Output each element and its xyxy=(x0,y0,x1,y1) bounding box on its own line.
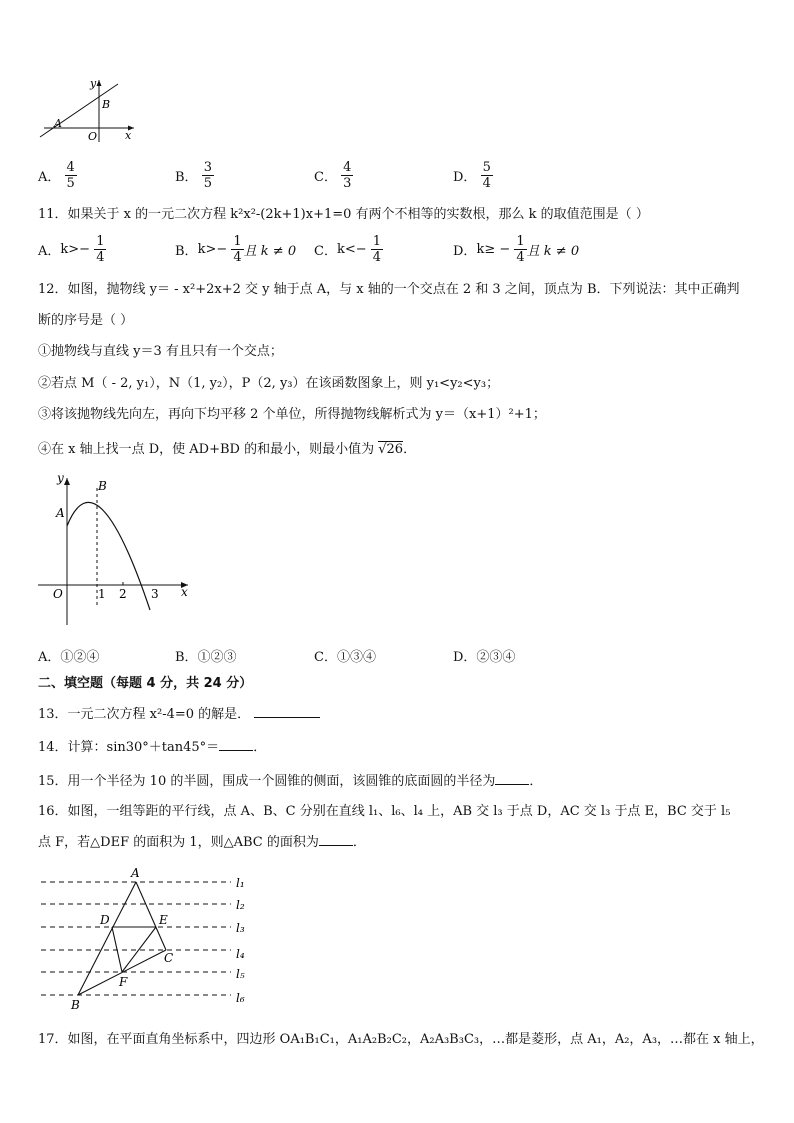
q16-line2: 点 F，若△DEF 的面积为 1，则△ABC 的面积为 ． xyxy=(38,835,366,850)
label-b: B xyxy=(71,998,80,1012)
q15: 15．用一个半径为 10 的半圆，围成一个圆锥的侧面，该圆锥的底面圆的半径为 ． xyxy=(38,774,543,789)
q12-option-a[interactable]: A．①②④ xyxy=(38,650,100,665)
fig-top-y: y xyxy=(90,77,97,90)
q10-option-b[interactable] xyxy=(175,160,214,191)
option-letter: C． xyxy=(314,170,337,185)
fig-top-o: O xyxy=(88,130,98,143)
q11-option-a[interactable]: A．k>− $\frac{1}{4}$ xyxy=(38,234,105,265)
q12-statement-3: ③将该抛物线先向左，再向下均平移 2 个单位，所得抛物线解析式为 y＝（x+1）²+1； xyxy=(38,407,546,422)
top-line-figure xyxy=(34,74,144,148)
section-title: 二、填空题（每题 4 分，共 24 分） xyxy=(38,676,253,691)
parabola-a-label: A xyxy=(56,506,65,520)
q10-option-a[interactable] xyxy=(38,160,77,191)
q12-option-b[interactable]: B．①②③ xyxy=(175,650,237,665)
q11-option-d[interactable]: D．k≥ − $\frac{1}{4}$ 且 k ≠ 0 xyxy=(453,234,580,265)
parabola-o-label: O xyxy=(53,587,63,601)
q11-option-b[interactable]: B．k>− $\frac{1}{4}$ 且 k ≠ 0 xyxy=(175,234,297,265)
parabola-figure xyxy=(30,470,200,630)
option-letter: B． xyxy=(175,170,198,185)
option-letter: A． xyxy=(38,170,61,185)
parabola-tick-1: 1 xyxy=(98,587,106,601)
fraction: $\frac{3}{5}$ xyxy=(203,160,212,191)
sqrt-value: √26 xyxy=(378,442,404,457)
q12-statement-1: ①抛物线与直线 y＝3 有且只有一个交点； xyxy=(38,344,283,359)
q11-option-c[interactable]: C．k<− $\frac{1}{4}$ xyxy=(314,234,382,265)
q15-answer-blank[interactable] xyxy=(495,772,529,785)
q13: 13．一元二次方程 x²-4=0 的解是． xyxy=(38,705,320,723)
q12-statement-2: ②若点 M（ - 2, y₁），N（1, y₂），P（2, y₃）在该函数图象上，则 y₁<y₂<y₃； xyxy=(38,376,500,391)
q12-option-d[interactable]: D．②③④ xyxy=(453,650,516,665)
q14-answer-blank[interactable] xyxy=(219,738,253,751)
label-d: D xyxy=(100,913,110,927)
q12-stem-line1: 12．如图，抛物线 y＝ - x²+2x+2 交 y 轴于点 A，与 x 轴的一个交点在 2 和 3 之间，顶点为 B．下列说法：其中正确判 xyxy=(38,282,740,297)
label-f: F xyxy=(119,975,128,989)
parabola-b-label: B xyxy=(98,479,107,493)
label-c: C xyxy=(164,951,174,965)
q10-option-d[interactable] xyxy=(453,160,493,191)
q16-answer-blank[interactable] xyxy=(319,833,353,846)
label-l6: l₆ xyxy=(236,991,245,1005)
q12-stem-line2: 断的序号是（ ） xyxy=(38,313,134,328)
q12-statement-4: ④在 x 轴上找一点 D，使 AD+BD 的和最小，则最小值为 √26． xyxy=(38,442,417,457)
label-e: E xyxy=(159,913,168,927)
q10-option-c[interactable] xyxy=(314,160,353,191)
fig-top-b: B xyxy=(102,98,111,111)
label-l1: l₁ xyxy=(236,876,245,890)
label-l2: l₂ xyxy=(236,898,245,912)
q17-stem: 17．如图，在平面直角坐标系中，四边形 OA₁B₁C₁，A₁A₂B₂C₂，A₂A₃B₃C₃，…都是菱形，点 A₁，A₂，A₃，…都在 x 轴上， xyxy=(38,1032,764,1047)
parabola-tick-2: 2 xyxy=(119,587,127,601)
q16-line1: 16．如图，一组等距的平行线，点 A、B、C 分别在直线 l₁、l₆、l₄ 上，AB 交 l₃ 于点 D，AC 交 l₃ 于点 E，BC 交于 l₅ xyxy=(38,804,731,819)
label-l5: l₅ xyxy=(236,967,245,981)
fig-top-a: A xyxy=(54,117,62,130)
parallel-lines-figure xyxy=(36,862,266,1012)
label-a: A xyxy=(131,866,140,880)
q14: 14．计算：sin30°＋tan45°＝ ． xyxy=(38,740,267,755)
parabola-y-label: y xyxy=(57,471,64,485)
fig-top-x: x xyxy=(125,129,132,142)
q13-answer-blank[interactable] xyxy=(254,705,320,718)
q11-stem: 11．如果关于 x 的一元二次方程 k²x²-(2k+1)x+1=0 有两个不相等的实数根，那么 k 的取值范围是（ ） xyxy=(38,207,649,222)
option-letter: D． xyxy=(453,170,477,185)
q12-option-c[interactable]: C．①③④ xyxy=(314,650,376,665)
label-l4: l₄ xyxy=(236,947,245,961)
fraction: $\frac{5}{4}$ xyxy=(482,160,491,191)
parabola-tick-3: 3 xyxy=(151,587,159,601)
fraction: $\frac{4}{5}$ xyxy=(66,160,75,191)
label-l3: l₃ xyxy=(236,921,245,935)
parabola-x-label: x xyxy=(181,585,188,599)
fraction: $\frac{4}{3}$ xyxy=(343,160,352,191)
